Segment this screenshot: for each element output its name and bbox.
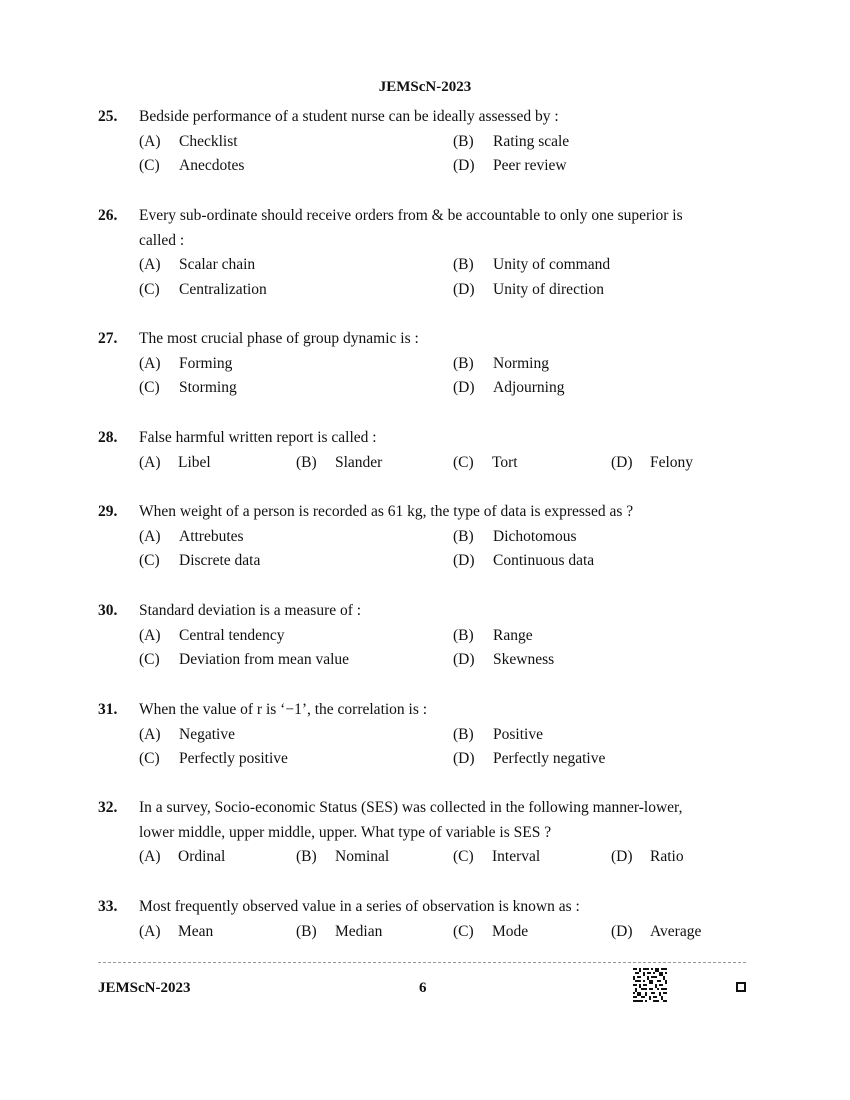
question-number: 29. [98,503,118,520]
question-text: Most frequently observed value in a series of observation is known as : [139,898,580,915]
option-text: Centralization [179,280,267,298]
option-text: Perfectly negative [493,750,606,767]
option-text: Deviation from mean value [179,651,350,668]
option-letter: (A) [139,453,161,471]
option-text: Mode [492,922,529,940]
option-letter: (C) [139,552,160,569]
option-letter: (C) [139,750,160,767]
option-letter: (D) [453,750,475,767]
question-number: 28. [98,429,118,446]
question-number: 27. [98,330,118,347]
corner-marker-icon [736,982,746,992]
option-letter: (A) [139,354,161,372]
option-text: Unity of direction [493,280,605,298]
question-number: 31. [98,701,118,718]
option-text: Range [493,626,533,644]
question-number: 25. [98,108,118,125]
option-letter: (D) [611,453,633,471]
option-letter: (B) [453,354,474,372]
option-letter: (B) [453,626,474,644]
option-letter: (C) [139,651,160,668]
option-letter: (A) [139,626,161,644]
question-text: Standard deviation is a measure of : [139,602,362,619]
option-letter: (B) [453,132,474,150]
option-text: Anecdotes [179,157,245,174]
option-text: Checklist [179,132,238,150]
question-text: In a survey, Socio-economic Status (SES) was collected in the following manner-lower, [139,799,683,816]
option-text: Dichotomous [493,527,577,545]
question-text: False harmful written report is called : [139,429,377,446]
option-text: Skewness [493,651,555,668]
option-text: Attrebutes [179,527,244,545]
option-text: Ordinal [178,848,226,865]
option-letter: (D) [453,157,475,174]
option-text: Positive [493,725,543,743]
option-text: Discrete data [179,552,261,569]
option-letter: (C) [453,453,474,471]
option-text: Forming [179,354,233,372]
option-text: Slander [335,453,383,471]
option-text: Average [650,922,702,940]
option-letter: (D) [453,552,475,569]
option-letter: (C) [453,848,474,865]
question-text: When the value of r is ‘−1’, the correlation is : [139,701,428,718]
option-letter: (A) [139,848,161,865]
option-letter: (D) [453,651,475,668]
option-text: Rating scale [493,132,570,150]
question-text: Every sub-ordinate should receive orders from & be accountable to only one superior is [139,207,683,224]
footer-exam-code: JEMScN-2023 [98,980,191,996]
option-text: Continuous data [493,552,595,569]
option-letter: (A) [139,256,161,273]
option-text: Negative [179,725,235,743]
option-letter: (C) [139,280,160,298]
option-text: Norming [493,354,549,372]
option-letter: (D) [611,922,633,940]
option-letter: (C) [139,157,160,174]
option-text: Interval [492,848,541,865]
question-text: When weight of a person is recorded as 61 kg, the type of data is expressed as ? [139,503,634,520]
option-text: Tort [492,453,518,471]
question-number: 30. [98,602,118,619]
option-text: Scalar chain [179,256,256,273]
option-letter: (D) [611,848,633,865]
option-text: Adjourning [493,379,565,396]
question-text: called : [139,231,185,249]
option-letter: (B) [453,256,474,273]
question-text: The most crucial phase of group dynamic is : [139,330,419,347]
option-letter: (C) [453,922,474,940]
question-number: 33. [98,898,118,915]
option-letter: (D) [453,280,475,298]
option-letter: (C) [139,379,160,396]
option-text: Median [335,922,383,940]
page-header-code: JEMScN-2023 [378,79,472,95]
page-number: 6 [419,980,427,996]
option-letter: (D) [453,379,475,396]
option-letter: (A) [139,132,161,150]
option-letter: (A) [139,725,161,743]
qr-code-icon [633,968,667,1002]
option-text: Unity of command [493,256,611,273]
option-text: Perfectly positive [179,750,288,767]
option-text: Ratio [650,848,684,865]
option-text: Nominal [335,848,390,865]
option-letter: (B) [453,527,474,545]
option-letter: (B) [296,848,317,865]
option-text: Storming [179,379,237,396]
question-number: 26. [98,207,118,224]
option-letter: (A) [139,527,161,545]
option-text: Libel [178,453,211,471]
option-text: Mean [178,922,214,940]
option-letter: (B) [296,922,317,940]
option-text: Central tendency [179,626,285,644]
option-letter: (A) [139,922,161,940]
question-text: Bedside performance of a student nurse can be ideally assessed by : [139,108,559,125]
question-number: 32. [98,799,118,816]
option-text: Felony [650,453,694,471]
footer-divider [98,962,746,963]
option-letter: (B) [453,725,474,743]
option-text: Peer review [493,157,567,174]
option-letter: (B) [296,453,317,471]
question-text: lower middle, upper middle, upper. What type of variable is SES ? [139,823,552,841]
